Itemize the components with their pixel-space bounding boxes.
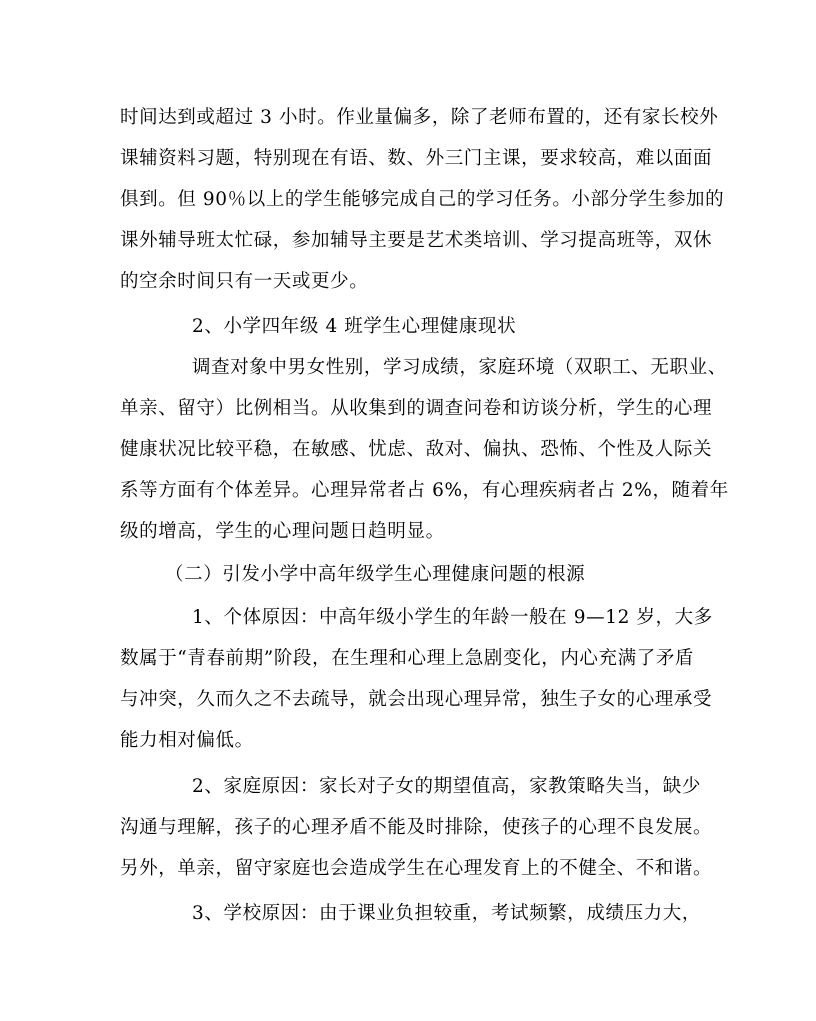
- paragraph-line: 级的增高，学生的心理问题日趋明显。: [120, 521, 445, 542]
- paragraph-line: 2、家庭原因：家长对子女的期望值高，家教策略失当，缺少: [192, 776, 701, 797]
- paragraph-line: 单亲、留守）比例相当。从收集到的调查问卷和访谈分析，学生的心理: [120, 398, 713, 419]
- section-heading: 2、小学四年级 4 班学生心理健康现状: [192, 316, 517, 337]
- section-heading: （二）引发小学中高年级学生心理健康问题的根源: [165, 564, 586, 585]
- paragraph-line: 3、学校原因：由于课业负担较重，考试频繁，成绩压力大，: [192, 903, 701, 924]
- paragraph-line: 1、个体原因：中高年级小学生的年龄一般在 9—12 岁，大多: [192, 607, 713, 628]
- paragraph-line: 系等方面有个体差异。心理异常者占 6%，有心理疾病者占 2%，随着年: [120, 480, 729, 501]
- paragraph-line: 调查对象中男女性别，学习成绩，家庭环境（双职工、无职业、: [192, 357, 727, 378]
- paragraph-line: 的空余时间只有一天或更少。: [120, 271, 369, 292]
- paragraph-line: 与冲突，久而久之不去疏导，就会出现心理异常，独生子女的心理承受: [120, 689, 713, 710]
- paragraph-line: 沟通与理解，孩子的心理矛盾不能及时排除，使孩子的心理不良发展。: [120, 817, 713, 838]
- paragraph-line: 时间达到或超过 3 小时。作业量偏多，除了老师布置的，还有家长校外: [120, 107, 719, 128]
- paragraph-line: 课辅资料习题，特别现在有语、数、外三门主课，要求较高，难以面面: [120, 148, 713, 169]
- paragraph-line: 另外，单亲，留守家庭也会造成学生在心理发育上的不健全、不和谐。: [120, 858, 713, 879]
- paragraph-line: 课外辅导班太忙碌，参加辅导主要是艺术类培训、学习提高班等，双休: [120, 230, 713, 251]
- paragraph-line: 俱到。但 90％以上的学生能够完成自己的学习任务。小部分学生参加的: [120, 189, 725, 210]
- paragraph-line: 健康状况比较平稳，在敏感、忧虑、敌对、偏执、恐怖、个性及人际关: [120, 439, 713, 460]
- paragraph-line: 数属于“青春前期”阶段，在生理和心理上急剧变化，内心充满了矛盾: [120, 648, 695, 669]
- paragraph-line: 能力相对偏低。: [120, 730, 254, 751]
